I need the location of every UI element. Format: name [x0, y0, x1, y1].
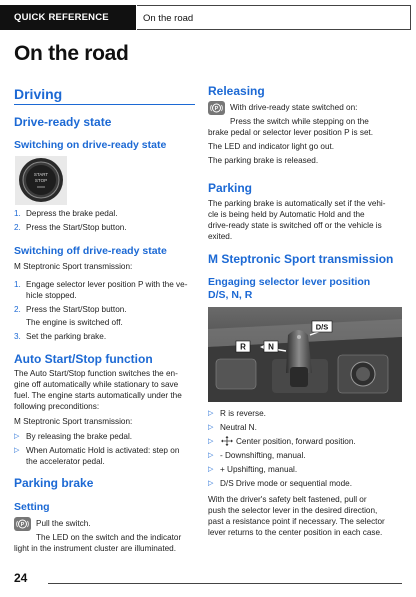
transmission-label: M Steptronic Sport transmission:	[14, 262, 133, 271]
step-text: Press the Start/Stop button.	[26, 223, 127, 232]
heading-parking: Parking	[208, 181, 253, 195]
heading-parking-brake: Parking brake	[14, 476, 94, 490]
step-text: The engine is switched off.	[26, 318, 123, 327]
page-title: On the road	[14, 42, 129, 65]
bullet-triangle-icon: ▷	[208, 466, 214, 473]
bullet-text: + Upshifting, manual.	[220, 465, 298, 474]
start-label: START	[33, 172, 49, 177]
setting-line: Pull the switch.	[36, 519, 91, 528]
step-number: 2.	[14, 223, 21, 232]
heading-setting: Setting	[14, 501, 50, 513]
svg-text:P: P	[214, 106, 219, 113]
section-heading-driving: Driving	[14, 86, 63, 102]
step-text: hicle stopped.	[26, 291, 77, 300]
stop-label: STOP	[34, 178, 48, 183]
arrows-center-icon	[221, 436, 233, 446]
setting-line: The LED on the switch and the indicator	[36, 533, 182, 542]
paragraph-line: lever returns to the center position in each case.	[208, 528, 383, 537]
paragraph-line: exited.	[208, 232, 233, 241]
paragraph-line: With the driver's safety belt fastened, pull or	[208, 495, 367, 504]
bullet-triangle-icon: ▷	[208, 480, 214, 487]
transmission-label: M Steptronic Sport transmission:	[14, 417, 133, 426]
bullet-triangle-icon: ▷	[208, 424, 214, 431]
paragraph-line: The Auto Start/Stop function switches the en-	[14, 369, 178, 378]
releasing-line: With drive-ready state switched on:	[230, 103, 358, 112]
heading-engaging-line2: D/S, N, R	[208, 289, 253, 301]
parking-brake-icon	[14, 517, 31, 531]
setting-line: light in the instrument cluster are illuminated.	[14, 544, 177, 553]
header-section-tab	[0, 5, 136, 30]
parking-brake-icon	[208, 101, 225, 115]
paragraph-line: fuel. The engine starts automatically under the	[14, 391, 182, 400]
bullet-triangle-icon: ▷	[208, 452, 214, 459]
paragraph-line: past a resistance point if necessary. The selector	[208, 517, 385, 526]
selector-lever-icon	[208, 307, 402, 402]
heading-switch-off: Switching off drive-ready state	[14, 245, 167, 257]
start-stop-button-icon	[15, 156, 67, 205]
releasing-line: brake pedal or selector lever position P is set.	[208, 128, 374, 137]
bullet-text: - Downshifting, manual.	[220, 451, 306, 460]
bullet-triangle-icon: ▷	[208, 410, 214, 417]
bullet-text: the accelerator pedal.	[26, 457, 105, 466]
selector-label-ds: D/S	[315, 322, 329, 332]
heading-switch-on: Switching on drive-ready state	[14, 139, 167, 151]
heading-m-steptronic: M Steptronic Sport transmission	[208, 252, 394, 266]
paragraph-line: cle is being held by Automatic Hold and the	[208, 210, 365, 219]
selector-label-n: N	[268, 342, 274, 352]
paragraph-line: drive-ready state is switched off or the vehicle is	[208, 221, 382, 230]
step-number: 1.	[14, 209, 21, 218]
bullet-text: D/S Drive mode or sequential mode.	[220, 479, 352, 488]
step-text: Set the parking brake.	[26, 332, 107, 341]
paragraph-line: gine off automatically while stationary to save	[14, 380, 179, 389]
header-chapter-box	[137, 5, 411, 30]
paragraph-line: The parking brake is automatically set if the vehi-	[208, 199, 386, 208]
step-text: Depress the brake pedal.	[26, 209, 118, 218]
section-rule	[14, 104, 195, 105]
step-number: 1.	[14, 280, 21, 289]
footer-rule	[48, 583, 402, 584]
releasing-line: The LED and indicator light go out.	[208, 142, 335, 151]
bullet-text: Center position, forward position.	[236, 437, 356, 446]
page-number: 24	[14, 571, 28, 585]
bullet-text: Neutral N.	[220, 423, 257, 432]
heading-engaging-line1: Engaging selector lever position	[208, 276, 371, 288]
paragraph-line: following preconditions:	[14, 402, 100, 411]
bullet-triangle-icon: ▷	[208, 438, 214, 445]
step-text: Engage selector lever position P with the ve-	[26, 280, 188, 289]
svg-text:P: P	[20, 522, 25, 529]
bullet-text: By releasing the brake pedal.	[26, 432, 133, 441]
step-text: Press the Start/Stop button.	[26, 305, 127, 314]
selector-label-r: R	[240, 342, 246, 352]
bullet-triangle-icon: ▷	[14, 447, 20, 454]
header-chapter-label: On the road	[143, 13, 194, 24]
heading-releasing: Releasing	[208, 84, 265, 98]
bullet-text: When Automatic Hold is activated: step on	[26, 446, 180, 455]
step-number: 2.	[14, 305, 21, 314]
header-section-label: QUICK REFERENCE	[14, 12, 109, 23]
step-number: 3.	[14, 332, 21, 341]
bullet-triangle-icon: ▷	[14, 433, 20, 440]
heading-drive-ready: Drive-ready state	[14, 115, 112, 129]
releasing-line: The parking brake is released.	[208, 156, 319, 165]
heading-auto-start-stop: Auto Start/Stop function	[14, 352, 153, 366]
paragraph-line: push the selector lever in the desired direction,	[208, 506, 378, 515]
releasing-line: Press the switch while stepping on the	[230, 117, 369, 126]
bullet-text: R is reverse.	[220, 409, 266, 418]
